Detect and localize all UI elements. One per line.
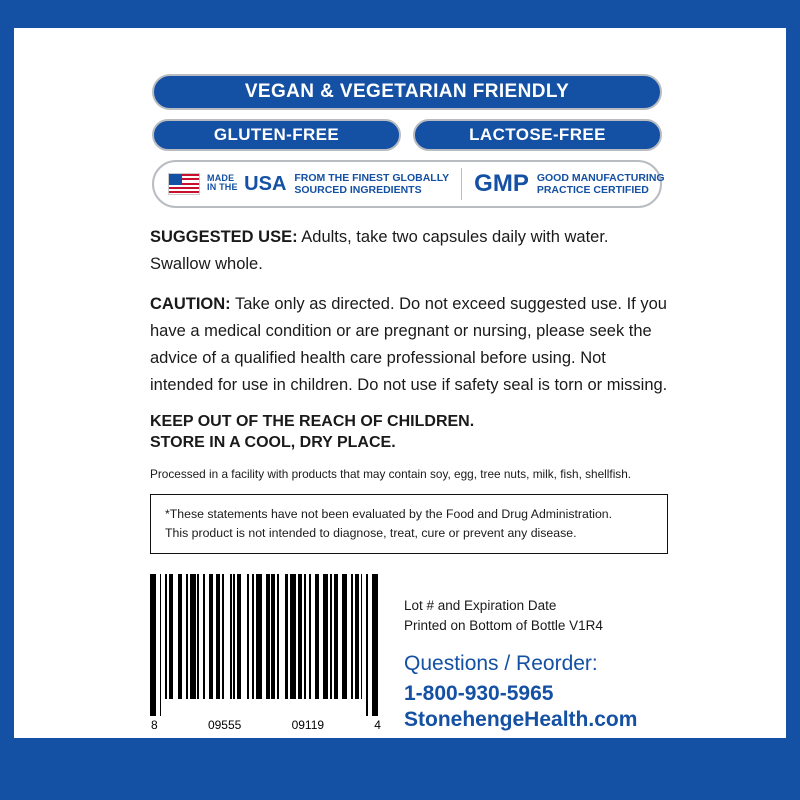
in-the-label: IN THE: [207, 182, 238, 193]
gmp-line-2: PRACTICE CERTIFIED: [536, 184, 649, 196]
phone-number[interactable]: 1-800-930-5965: [404, 681, 554, 705]
store-cool-dry-text: STORE IN A COOL, DRY PLACE.: [150, 434, 396, 452]
badge-group: [14, 74, 786, 208]
barcode-group-1: 09555: [207, 718, 242, 733]
sourced-line-1: FROM THE FINEST GLOBALLY: [294, 171, 450, 184]
label-content: [14, 28, 786, 738]
gmp-label: GMP: [474, 170, 529, 197]
certification-strip: [152, 160, 665, 208]
questions-reorder-heading: Questions / Reorder:: [404, 652, 598, 676]
bottom-blue-border: [0, 738, 800, 800]
usa-flag-icon: [168, 173, 200, 195]
contact-area: [382, 574, 637, 733]
gmp-description: [537, 172, 665, 196]
bottom-block: [14, 574, 786, 733]
made-label: MADE: [207, 172, 235, 183]
website-url[interactable]: StonehengeHealth.com: [404, 707, 638, 731]
sourced-line-2: SOURCED INGREDIENTS: [294, 184, 422, 196]
badge-row: [152, 119, 662, 151]
body-copy: [14, 224, 786, 554]
sourced-ingredients-text: [286, 172, 449, 196]
barcode-digit-left: 8: [151, 718, 158, 733]
badge-gluten-free: GLUTEN-FREE: [152, 119, 401, 151]
allergen-statement: Processed in a facility with products that may contain soy, egg, tree nuts, milk, fish, shellfish.: [150, 466, 632, 481]
usa-label: USA: [244, 173, 287, 196]
lot-info: [404, 596, 637, 635]
lot-line-1: Lot # and Expiration Date: [404, 598, 557, 614]
barcode-group-2: 09119: [291, 718, 325, 733]
lot-line-2: Printed on Bottom of Bottle V1R4: [404, 617, 603, 633]
caution-paragraph: [150, 291, 668, 398]
left-blue-border: [0, 0, 14, 800]
barcode-digit-right: 4: [374, 718, 381, 733]
barcode-area: [150, 574, 382, 732]
badge-vegan-vegetarian: VEGAN & VEGETARIAN FRIENDLY: [152, 74, 662, 110]
right-blue-border: [786, 0, 800, 800]
caution-text: Take only as directed. Do not exceed suggested use. If you have a medical condition or are pregnant or nursing, please seek the advice of a qualified health care professional before using. Not intended for use in children. Do not use if safety seal is torn or missing.: [150, 295, 668, 394]
suggested-use-paragraph: [150, 224, 668, 277]
warnings-block: [150, 412, 668, 454]
made-in-usa-text: [207, 174, 286, 195]
badge-lactose-free: LACTOSE-FREE: [413, 119, 662, 151]
cert-divider: [461, 168, 462, 200]
keep-out-of-reach-text: KEEP OUT OF THE REACH OF CHILDREN.: [150, 413, 475, 431]
upc-barcode: [150, 574, 382, 716]
suggested-use-text: Adults, take two capsules daily with water. Swallow whole.: [150, 228, 609, 273]
caution-label: CAUTION:: [150, 295, 231, 314]
gmp-line-1: GOOD MANUFACTURING: [536, 171, 665, 184]
suggested-use-label: SUGGESTED USE:: [150, 228, 298, 246]
barcode-digits: [150, 718, 382, 732]
fda-disclaimer-box: [150, 494, 668, 554]
fda-disclaimer-line-1: *These statements have not been evaluated by the Food and Drug Administration.: [165, 507, 613, 522]
fda-disclaimer-line-2: This product is not intended to diagnose, treat, cure or prevent any disease.: [165, 525, 577, 540]
top-blue-border: [0, 0, 800, 28]
